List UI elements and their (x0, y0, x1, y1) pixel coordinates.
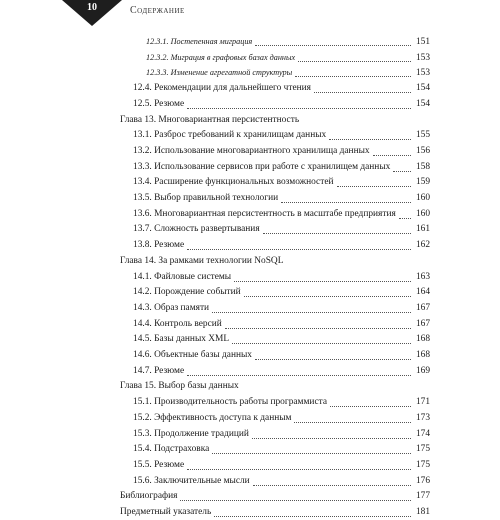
toc-page-number: 168 (415, 350, 430, 360)
toc-page-number: 160 (415, 193, 430, 203)
toc-page-number: 167 (415, 302, 430, 313)
dot-leader (329, 138, 411, 140)
toc-page-number: 164 (415, 287, 430, 298)
toc-title: 14.7. Резюме (133, 365, 185, 376)
toc-page-number: 153 (415, 68, 430, 79)
toc-title: 12.4. Рекомендации для дальнейшего чтения (133, 83, 311, 94)
toc-title: Глава 15. Выбор базы данных (120, 381, 239, 392)
dot-leader (255, 44, 411, 46)
dot-leader (225, 327, 411, 329)
toc-page-number: 154 (415, 83, 430, 94)
toc-page-number: 161 (415, 224, 430, 235)
toc-title: Глава 13. Многовариантная персистентность (120, 114, 300, 125)
toc-title: 12.3.1. Постепенная миграция (146, 37, 253, 46)
toc-page-number: 160 (415, 208, 430, 219)
toc-page-number: 168 (415, 334, 430, 345)
dot-leader (187, 374, 411, 376)
toc-section (133, 301, 430, 316)
toc-chapter (120, 254, 430, 269)
toc-title: 13.7. Сложность развертывания (133, 224, 260, 235)
dot-leader (294, 421, 411, 423)
toc-page-number: 153 (415, 52, 430, 63)
toc-page-number: 167 (415, 318, 430, 329)
dot-leader (244, 295, 411, 297)
toc-title: 14.5. Базы данных XML (133, 334, 230, 345)
toc-page-number: 181 (415, 507, 430, 517)
dot-leader (214, 515, 411, 517)
toc-section (133, 144, 430, 159)
toc-section (133, 332, 430, 347)
dot-leader (281, 201, 411, 203)
toc-title: 13.8. Резюме (133, 240, 185, 251)
toc-title: 14.3. Образ памяти (133, 302, 210, 313)
toc-chapter (120, 113, 430, 128)
toc-title: 15.2. Эффективность доступа к данным (133, 412, 292, 423)
toc-subsection (146, 34, 430, 49)
dot-leader (393, 170, 411, 172)
toc-page-number: 156 (415, 145, 430, 156)
toc-section (133, 97, 430, 112)
dot-leader (373, 154, 411, 156)
toc-chapter (120, 379, 430, 394)
dot-leader (314, 91, 411, 93)
dot-leader (263, 232, 411, 234)
toc-section (133, 285, 430, 300)
toc-page-number: 177 (415, 491, 430, 502)
toc-page-number: 174 (415, 428, 430, 439)
toc-section (133, 364, 430, 379)
toc-title: 13.1. Разброс требований к хранилищам данных (133, 130, 327, 141)
toc-title: Глава 14. За рамками технологии NoSQL (120, 255, 284, 266)
toc-subsection (146, 50, 430, 65)
dot-leader (187, 468, 411, 470)
toc-title: 15.3. Продолжение традиций (133, 428, 249, 439)
toc-page-number: 175 (415, 459, 430, 470)
toc-title: 15.1. Производительность работы программиста (133, 397, 327, 408)
dot-leader (295, 75, 411, 77)
dot-leader (330, 405, 411, 407)
toc-chapter (120, 505, 430, 520)
toc-title: Библиография (120, 491, 178, 502)
dot-leader (399, 217, 411, 219)
toc-section (133, 395, 430, 410)
toc-section (133, 474, 430, 489)
dot-leader (232, 342, 411, 344)
running-head: Содержание (130, 5, 185, 16)
toc-title: 15.4. Подстраховка (133, 444, 210, 455)
toc-page-number: 159 (415, 177, 430, 188)
dot-leader (337, 185, 412, 187)
toc-section (133, 191, 430, 206)
toc-page-number: 158 (415, 161, 430, 172)
toc-page-number: 169 (415, 365, 430, 376)
toc-title: 15.6. Заключительные мысли (133, 475, 250, 486)
dot-leader (212, 311, 411, 313)
dot-leader (255, 358, 411, 360)
toc-title: 12.5. Резюме (133, 98, 185, 109)
toc-title: Предметный указатель (120, 507, 212, 517)
page-header (0, 0, 500, 24)
toc-section (133, 238, 430, 253)
dot-leader (212, 452, 411, 454)
toc-title: 12.3.2. Миграция в графовых базах данных (146, 52, 296, 62)
dot-leader (253, 484, 411, 486)
toc-section (133, 81, 430, 96)
toc-page-number: 173 (415, 412, 430, 423)
toc-section (133, 128, 430, 143)
toc-title: 12.3.3. Изменение агрегатной структуры (146, 68, 293, 78)
toc-page-number: 155 (415, 130, 430, 141)
toc-section (133, 317, 430, 332)
toc-section (133, 348, 430, 363)
toc-page-number: 176 (415, 475, 430, 486)
toc-section (133, 442, 430, 457)
toc-section (133, 270, 430, 285)
dot-leader (234, 280, 411, 282)
toc-chapter (120, 489, 430, 504)
toc-title: 14.6. Объектные базы данных (133, 350, 252, 360)
toc-page-number: 171 (415, 397, 430, 408)
toc-title: 13.6. Многовариантная персистентность в масштабе предприятия (133, 208, 396, 219)
toc-section (133, 207, 430, 222)
toc-title: 13.2. Использование многовариантного хранилища данных (133, 145, 370, 156)
toc-section (133, 458, 430, 473)
toc-title: 14.4. Контроль версий (133, 318, 222, 329)
dot-leader (298, 60, 411, 62)
toc-page-number: 151 (415, 37, 430, 47)
toc-section (133, 427, 430, 442)
toc-page-number: 163 (415, 271, 430, 282)
dot-leader (187, 107, 411, 109)
page-number: 10 (87, 2, 97, 13)
dot-leader (252, 437, 411, 439)
toc-title: 13.3. Использование сервисов при работе с хранилищем данных (133, 161, 391, 172)
toc-page-number: 154 (415, 98, 430, 109)
toc-title: 13.5. Выбор правильной технологии (133, 193, 279, 203)
toc-page-number: 162 (415, 240, 430, 251)
toc-title: 14.1. Файловые системы (133, 271, 232, 282)
dot-leader (187, 248, 411, 250)
toc-section (133, 222, 430, 237)
toc-title: 14.2. Порождение событий (133, 287, 241, 298)
toc-section (133, 175, 430, 190)
toc-title: 15.5. Резюме (133, 459, 185, 470)
toc-page-number: 175 (415, 444, 430, 455)
toc-subsection (146, 65, 430, 80)
toc-section (133, 160, 430, 175)
toc-section (133, 411, 430, 426)
toc-title: 13.4. Расширение функциональных возможностей (133, 177, 334, 188)
